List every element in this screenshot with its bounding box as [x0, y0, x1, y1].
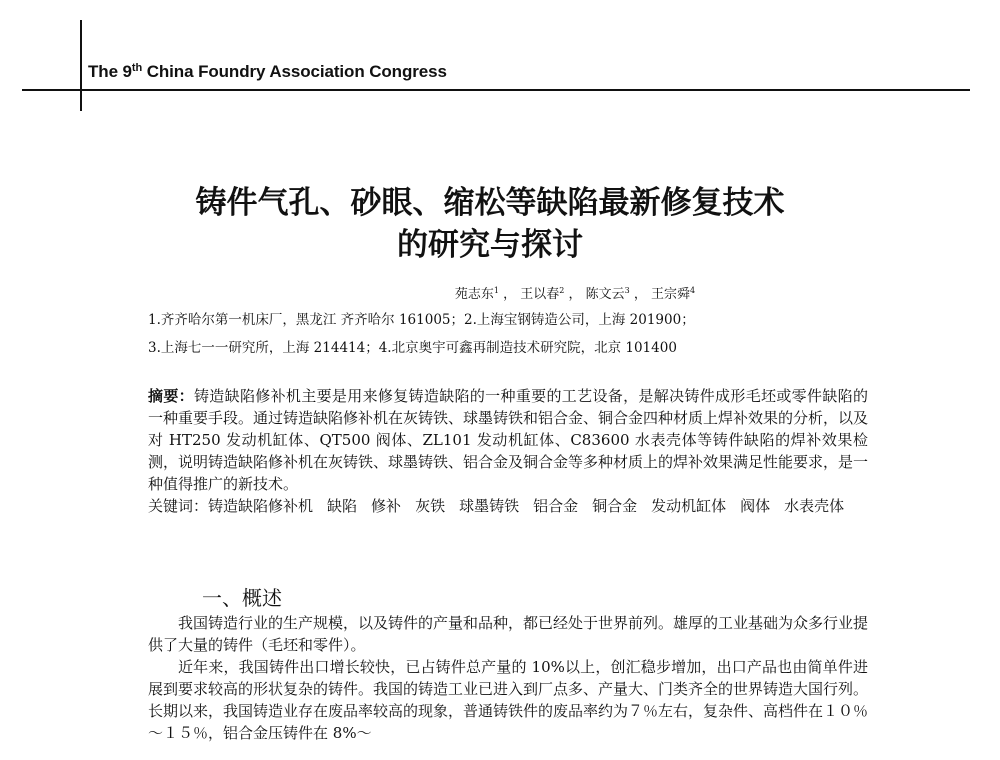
keyword: 铸造缺陷修补机 — [208, 497, 314, 515]
author-separator: ， — [564, 287, 582, 302]
abstract-label: 摘要： — [148, 387, 194, 405]
author-name: 王宗舜 — [651, 287, 691, 302]
keyword: 球墨铸铁 — [459, 497, 520, 515]
header-prefix: The 9 — [88, 62, 132, 81]
keywords — [148, 495, 868, 517]
author-affil-mark: 1 — [493, 286, 499, 295]
keyword: 铝合金 — [533, 497, 579, 515]
affiliations-line-1: 1.齐齐哈尔第一机床厂，黑龙江 齐齐哈尔 161005；2.上海宝钢铸造公司，上海 201900； — [148, 312, 695, 328]
keyword: 铜合金 — [592, 497, 638, 515]
header-suffix: China Foundry Association Congress — [142, 62, 447, 81]
section-body — [148, 612, 868, 744]
author-affil-mark: 3 — [624, 286, 630, 295]
section-heading-overview: 一、概述 — [202, 586, 282, 610]
title-line-1: 铸件气孔、砂眼、缩松等缺陷最新修复技术 — [195, 185, 785, 221]
header-superscript: th — [131, 62, 143, 74]
keyword: 修补 — [371, 497, 402, 515]
abstract-text: 铸造缺陷修补机主要是用来修复铸造缺陷的一种重要的工艺设备，是解决铸件成形毛坯或零件缺陷的一种重要手段。通过铸造缺陷修补机在灰铸铁、球墨铸铁和铝合金、铜合金四种材质上焊补效果的分析，以及对 HT250 发动机缸体、QT500 阀体、ZL101 发动机缸体、C83600 水表壳体等铸件缺陷的焊补效果检测，说明铸造缺陷修补机在灰铸铁、球墨铸铁、铝合金及铜合金等多种材质上的焊补效果满足性能要求，是一种值得推广的新技术。 — [148, 387, 869, 493]
header-vertical-rule — [80, 20, 82, 111]
author-affil-mark: 2 — [559, 286, 565, 295]
keyword: 阀体 — [740, 497, 771, 515]
header-horizontal-rule — [22, 89, 970, 91]
keyword: 缺陷 — [327, 497, 358, 515]
author-affil-mark: 4 — [690, 286, 696, 295]
paper-title — [100, 182, 880, 266]
abstract — [148, 385, 868, 495]
keyword: 发动机缸体 — [651, 497, 727, 515]
running-header — [88, 62, 447, 82]
author-name: 陈文云 — [585, 287, 625, 302]
author-separator: ， — [629, 287, 647, 302]
author-list — [150, 285, 830, 305]
body-paragraph: 我国铸造行业的生产规模，以及铸件的产量和品种，都已经处于世界前列。雄厚的工业基础为众多行业提供了大量的铸件（毛坯和零件）。 — [148, 614, 869, 654]
keyword: 灰铁 — [415, 497, 446, 515]
keyword: 水表壳体 — [784, 497, 845, 515]
title-line-2: 的研究与探讨 — [397, 227, 583, 263]
author-name: 王以春 — [520, 287, 560, 302]
affiliations-line-2: 3.上海七一一研究所，上海 214414；4.北京奥宇可鑫再制造技术研究院，北京 101400 — [148, 340, 677, 356]
author-separator: ， — [498, 287, 517, 302]
keywords-label: 关键词： — [148, 497, 209, 515]
author-name: 苑志东 — [454, 287, 494, 302]
body-paragraph: 近年来，我国铸件出口增长较快，已占铸件总产量的 10%以上，创汇稳步增加，出口产品也由简单件进展到要求较高的形状复杂的铸件。我国的铸造工业已进入到厂点多、产量大、门类齐全的世界铸造大国行列。长期以来，我国铸造业存在废品率较高的现象，普通铸铁件的废品率约为７％左右，复杂件、高档件在１０％～１５％，铝合金压铸件在 8%～ — [148, 658, 869, 742]
